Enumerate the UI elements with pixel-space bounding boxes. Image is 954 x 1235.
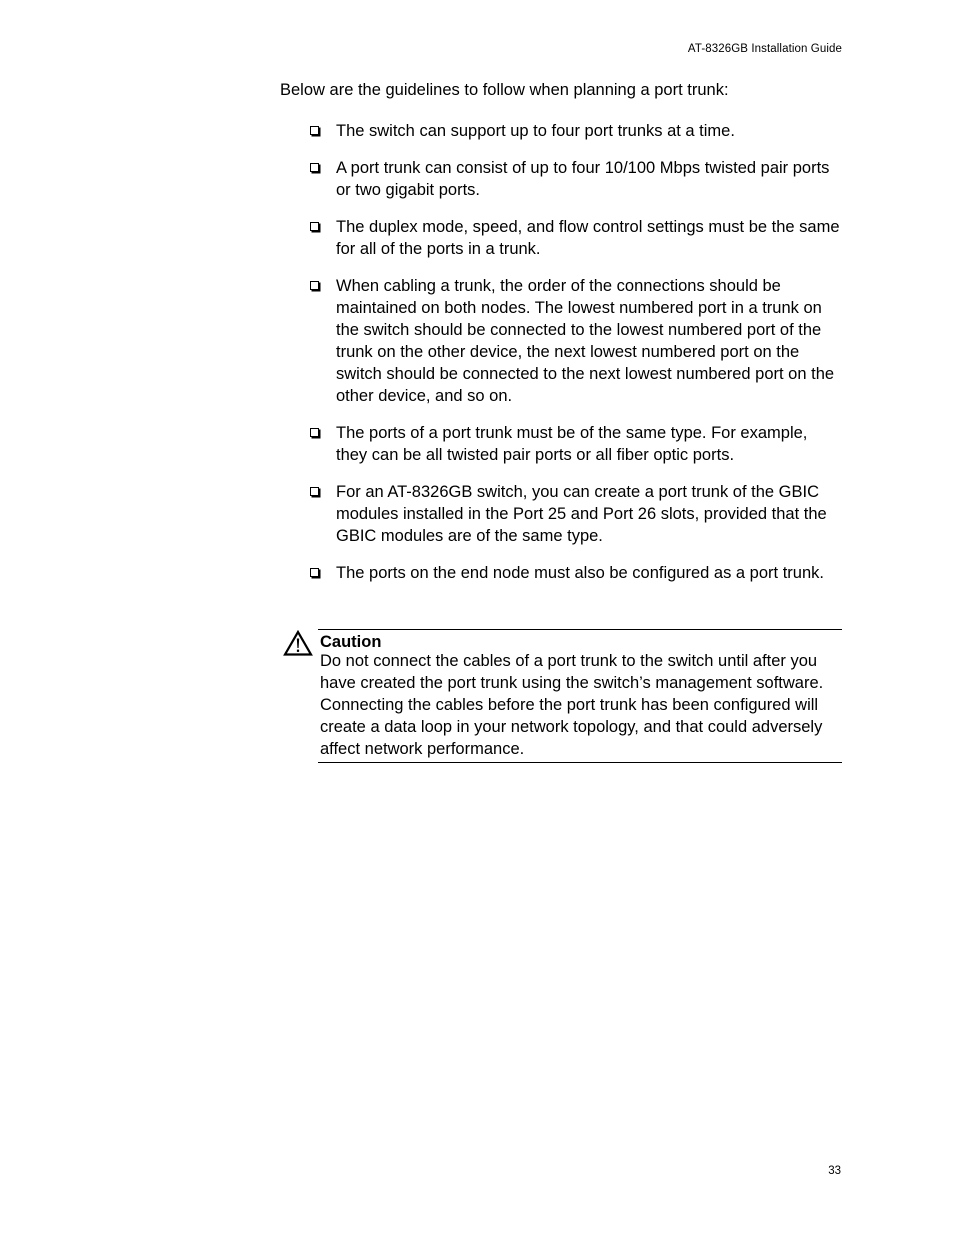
guideline-list — [308, 120, 842, 599]
list-item — [308, 562, 842, 584]
list-item — [308, 422, 842, 466]
list-item-text: The duplex mode, speed, and flow control settings must be the same for all of the ports in a trunk. — [336, 218, 840, 258]
checkbox-bullet-icon — [310, 568, 319, 577]
warning-triangle-icon — [283, 630, 313, 656]
list-item — [308, 275, 842, 407]
caution-title: Caution — [320, 633, 382, 651]
list-item — [308, 157, 842, 201]
caution-top-rule — [318, 629, 842, 630]
intro-paragraph: Below are the guidelines to follow when planning a port trunk: — [280, 81, 729, 99]
list-item-text: The ports on the end node must also be configured as a port trunk. — [336, 564, 824, 582]
list-item-text: The ports of a port trunk must be of the same type. For example, they can be all twisted pair ports or all fiber optic ports. — [336, 424, 808, 464]
list-item-text: A port trunk can consist of up to four 10/100 Mbps twisted pair ports or two gigabit ports. — [336, 159, 830, 199]
list-item — [308, 216, 842, 260]
checkbox-bullet-icon — [310, 126, 319, 135]
caution-body: Do not connect the cables of a port trunk to the switch until after you have created the port trunk using the switch’s management software. Connecting the cables before the port trunk has been configured will create a data loop in your network topology, and that could adversely affect network performance. — [320, 652, 824, 758]
running-header: AT-8326GB Installation Guide — [687, 43, 842, 55]
page-number: 33 — [828, 1165, 841, 1177]
list-item — [308, 120, 842, 142]
checkbox-bullet-icon — [310, 487, 319, 496]
list-item-text: For an AT-8326GB switch, you can create a port trunk of the GBIC modules installed in the Port 25 and Port 26 slots, provided that the GBIC modules are of the same type. — [336, 483, 827, 545]
list-item-text: The switch can support up to four port trunks at a time. — [336, 122, 735, 140]
checkbox-bullet-icon — [310, 428, 319, 437]
list-item-text: When cabling a trunk, the order of the connections should be maintained on both nodes. The lowest numbered port in a trunk on the switch should be connected to the lowest numbered port of the trunk on the other device, the next lowest numbered port on the switch should be connected to the next lowest numbered port on the other device, and so on. — [336, 277, 835, 405]
caution-bottom-rule — [318, 762, 842, 763]
list-item — [308, 481, 842, 547]
checkbox-bullet-icon — [310, 222, 319, 231]
checkbox-bullet-icon — [310, 281, 319, 290]
checkbox-bullet-icon — [310, 163, 319, 172]
